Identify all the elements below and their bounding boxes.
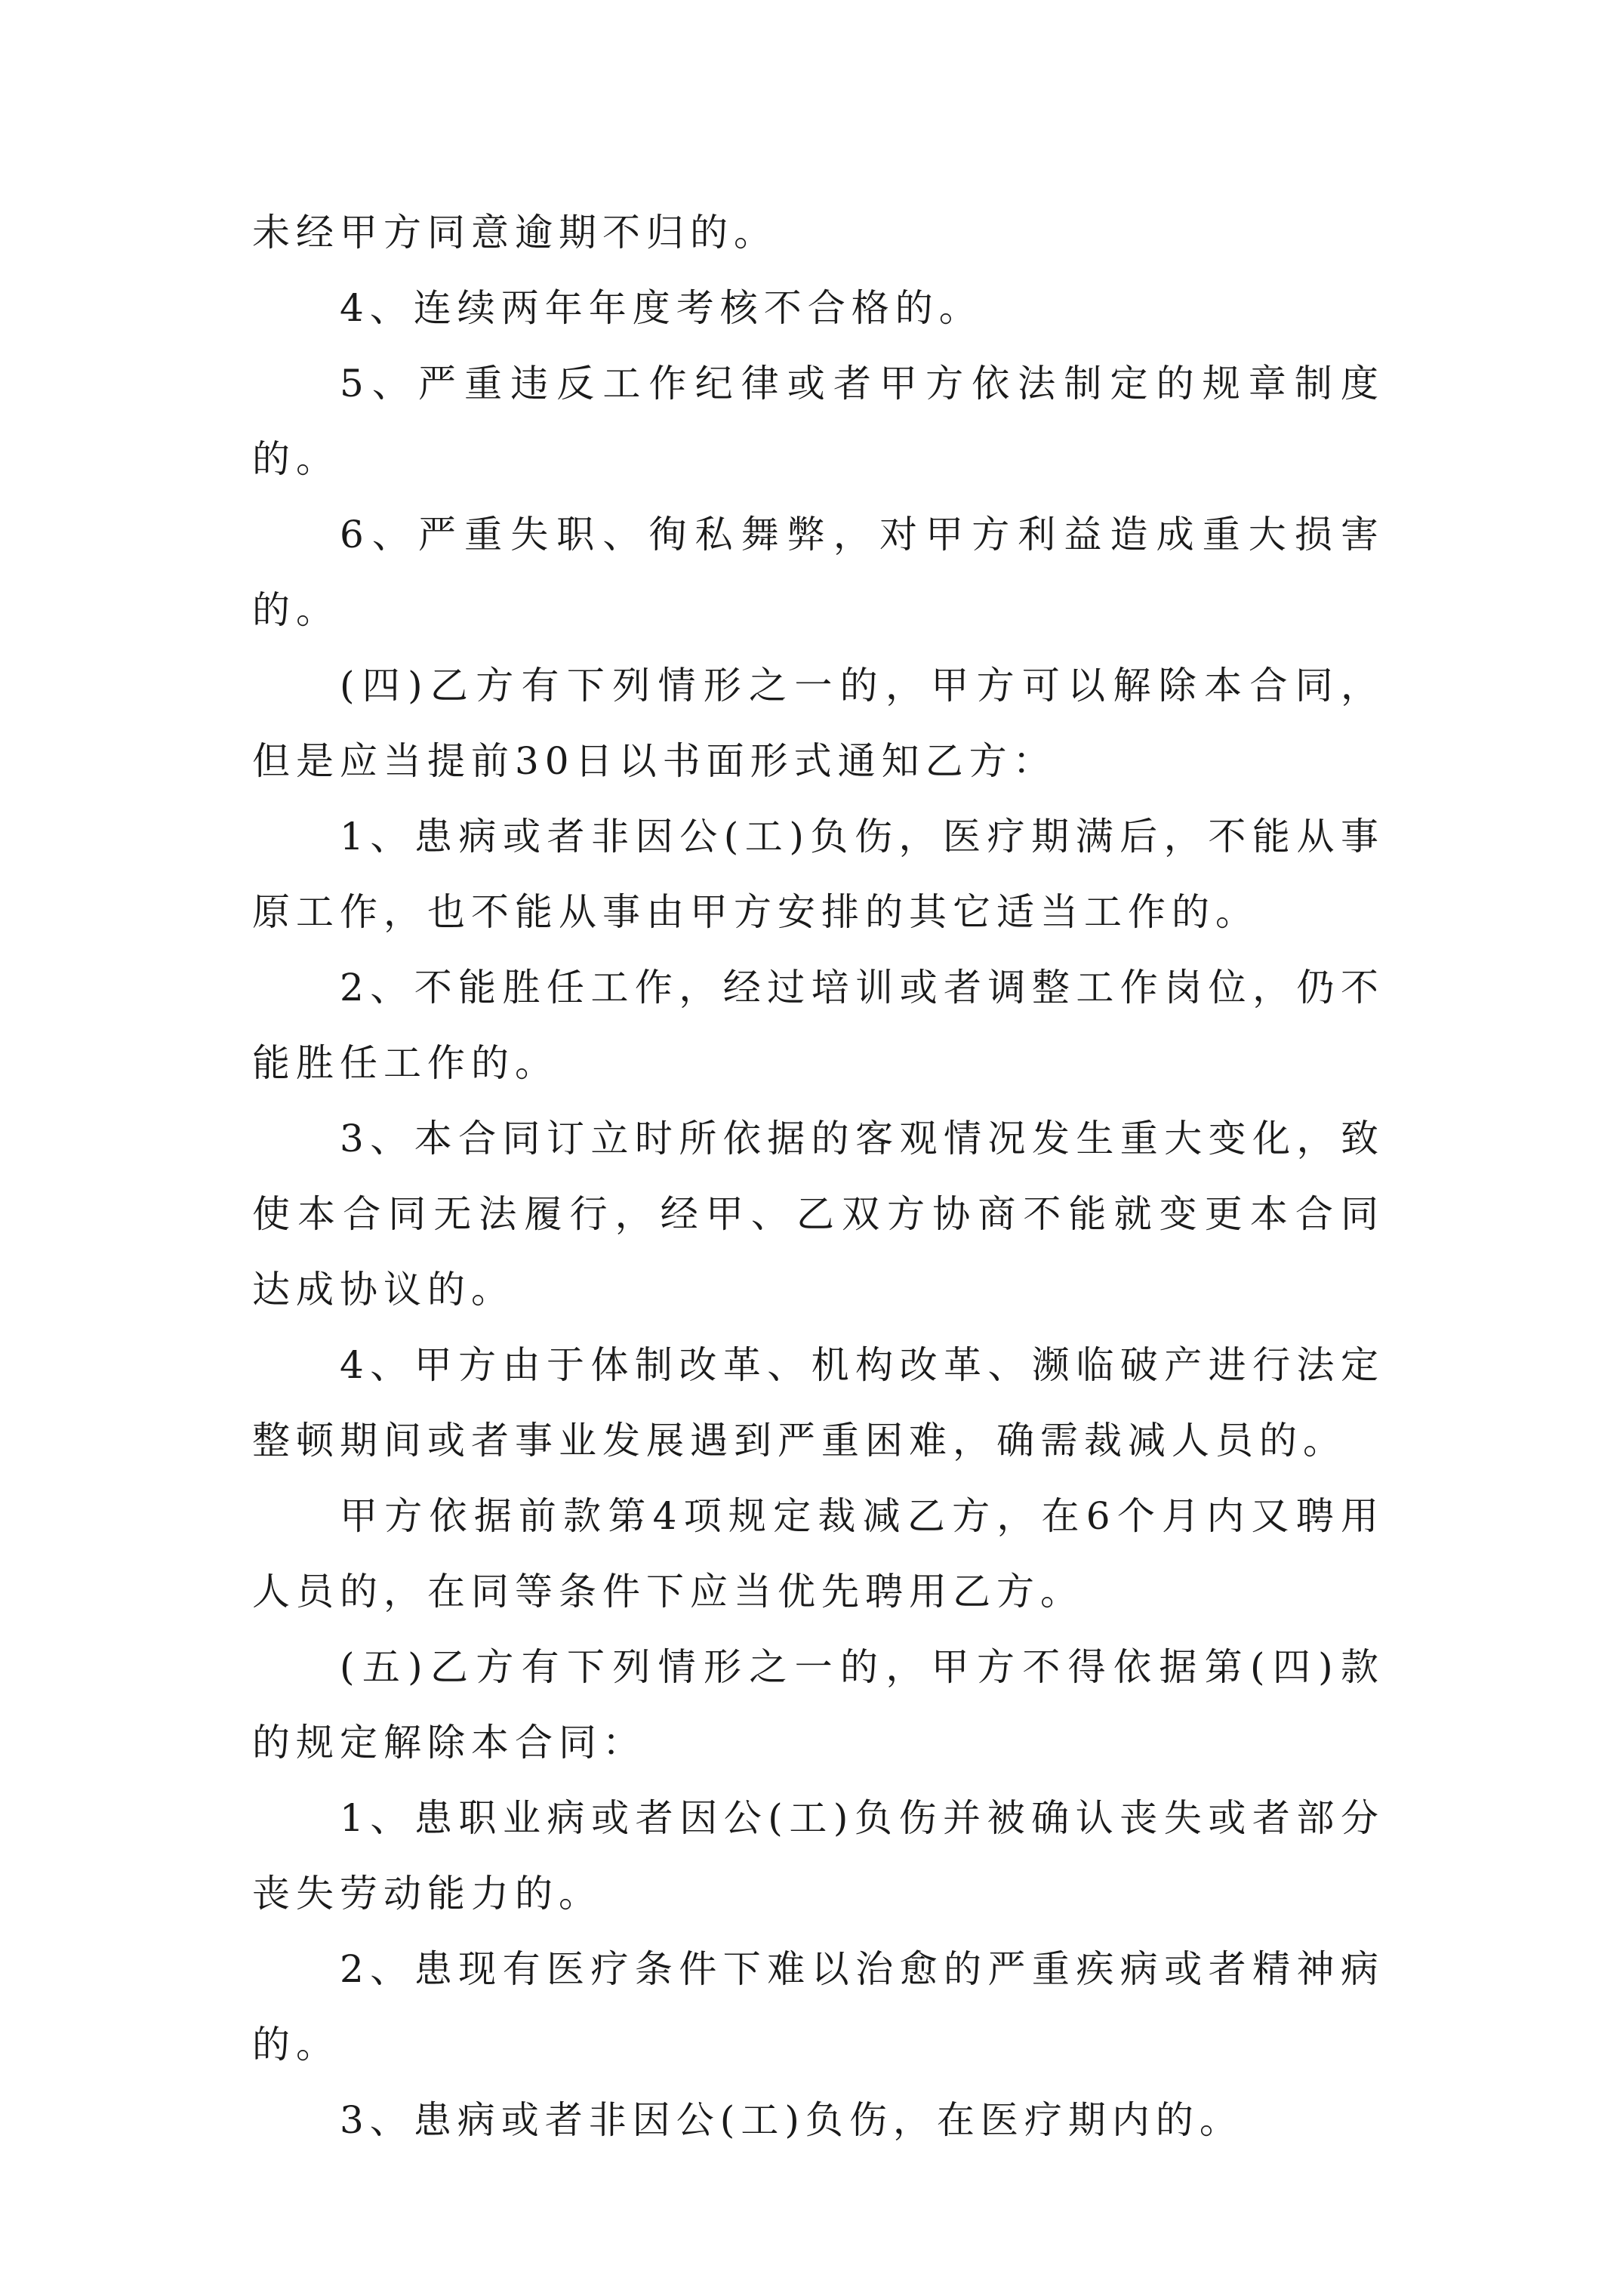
paragraph: 5、严重违反工作纪律或者甲方依法制定的规章制度的。 (252, 362, 1384, 481)
paragraph: 未经甲方同意逾期不归的。 (252, 211, 778, 254)
paragraph: 1、患职业病或者因公(工)负伤并被确认丧失或者部分丧失劳动能力的。 (252, 1796, 1384, 1915)
paragraph: 4、甲方由于体制改革、机构改革、濒临破产进行法定整顿期间或者事业发展遇到严重困难，确需裁减人员的。 (252, 1343, 1384, 1462)
paragraph: 1、患病或者非因公(工)负伤，医疗期满后，不能从事原工作，也不能从事由甲方安排的其它适当工作的。 (252, 815, 1384, 934)
paragraph: 2、不能胜任工作，经过培训或者调整工作岗位，仍不能胜任工作的。 (252, 966, 1384, 1085)
paragraph: (五)乙方有下列情形之一的，甲方不得依据第(四)款的规定解除本合同： (252, 1645, 1384, 1764)
paragraph: 甲方依据前款第4项规定裁减乙方，在6个月内又聘用人员的，在同等条件下应当优先聘用乙方。 (252, 1494, 1384, 1613)
paragraph: (四)乙方有下列情形之一的，甲方可以解除本合同，但是应当提前30日以书面形式通知乙方： (252, 664, 1384, 783)
paragraph: 2、患现有医疗条件下难以治愈的严重疾病或者精神病的。 (252, 1947, 1384, 2066)
paragraph: 3、本合同订立时所依据的客观情况发生重大变化，致使本合同无法履行，经甲、乙双方协商不能就变更本合同达成协议的。 (252, 1117, 1384, 1311)
paragraph: 4、连续两年年度考核不合格的。 (340, 286, 983, 330)
paragraph: 6、严重失职、徇私舞弊，对甲方利益造成重大损害的。 (252, 513, 1384, 632)
document-body (252, 195, 1384, 2158)
paragraph: 3、患病或者非因公(工)负伤，在医疗期内的。 (340, 2098, 1243, 2142)
